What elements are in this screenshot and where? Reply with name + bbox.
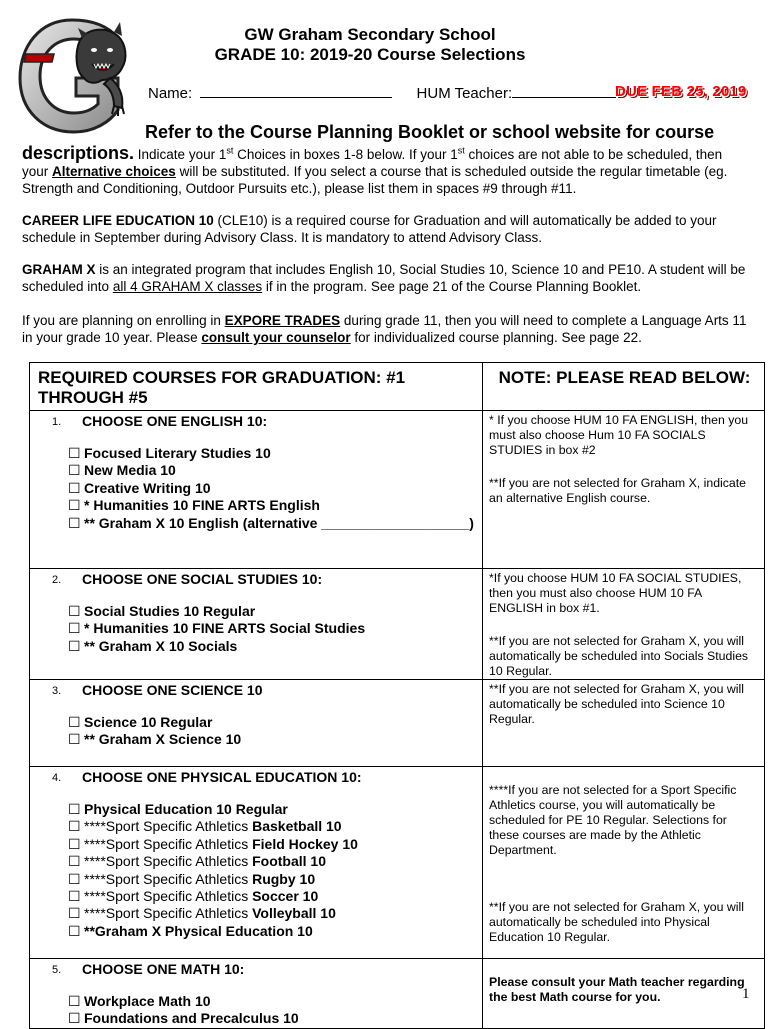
note-cell xyxy=(483,767,765,959)
checkbox-icon[interactable]: ☐ xyxy=(68,1010,81,1027)
course-options-cell xyxy=(30,767,483,959)
refer-heading: Refer to the Course Planning Booklet or school website for course xyxy=(145,122,715,142)
due-date: DUE FEB 25, 2019 xyxy=(615,83,747,100)
note-text: ****If you are not selected for a Sport Specific Athletics course, you will automatically be scheduled for PE 10 Regular. Selections for these courses are made by the Athletic Department. xyxy=(489,783,737,857)
note-text: **If you are not selected for Graham X, you will automatically be scheduled into Science 10 Regular. xyxy=(489,682,744,726)
section-number: 4. xyxy=(52,772,62,784)
course-option-list xyxy=(68,801,482,940)
course-option xyxy=(68,1010,482,1027)
course-section-row xyxy=(30,767,765,959)
course-option xyxy=(68,923,482,940)
table-header-row xyxy=(30,363,765,411)
name-row xyxy=(148,83,616,102)
course-option-label: Foundations and Precalculus 10 xyxy=(84,1010,299,1027)
checkbox-icon[interactable]: ☐ xyxy=(68,993,81,1009)
checkbox-icon[interactable]: ☐ xyxy=(68,835,81,852)
note-text: **If you are not selected for Graham X, indicate an alternative English course. xyxy=(489,476,747,505)
course-option xyxy=(68,731,482,748)
course-option-prefix: ****Sport Specific Athletics xyxy=(84,905,253,922)
checkbox-icon[interactable]: ☐ xyxy=(68,801,81,817)
checkbox-icon[interactable]: ☐ xyxy=(68,637,81,654)
section-number: 3. xyxy=(52,685,62,697)
alternative-choices-text: Alternative choices xyxy=(52,164,176,179)
course-option-label: New Media 10 xyxy=(84,462,176,479)
course-option-label: Soccer 10 xyxy=(252,888,319,905)
course-section-row xyxy=(30,569,765,680)
checkbox-icon[interactable]: ☐ xyxy=(68,922,81,939)
course-option-label: Basketball 10 xyxy=(252,818,342,835)
course-option xyxy=(68,462,482,479)
checkbox-icon[interactable]: ☐ xyxy=(68,620,81,637)
checkbox-icon[interactable]: ☐ xyxy=(68,479,81,496)
course-options-cell xyxy=(30,569,483,680)
course-option xyxy=(68,905,482,922)
checkbox-icon[interactable]: ☐ xyxy=(68,603,81,619)
course-option-label: Focused Literary Studies 10 xyxy=(84,445,271,461)
note-cell xyxy=(483,959,765,1029)
course-option-label: * Humanities 10 FINE ARTS Social Studies xyxy=(84,620,366,637)
course-option xyxy=(68,836,482,853)
page-number: 1 xyxy=(742,986,750,1002)
course-option-label: Rugby 10 xyxy=(252,870,316,887)
course-option xyxy=(68,888,482,905)
course-option-label: ** Graham X 10 Socials xyxy=(84,637,238,654)
checkbox-icon[interactable]: ☐ xyxy=(68,445,81,461)
course-options-cell xyxy=(30,680,483,767)
course-option xyxy=(68,638,482,655)
course-option-label: Volleyball 10 xyxy=(252,905,336,922)
note-header: NOTE: PLEASE READ BELOW: xyxy=(483,363,765,411)
course-option-prefix: ****Sport Specific Athletics xyxy=(84,818,253,835)
checkbox-icon[interactable]: ☐ xyxy=(68,905,81,922)
section-title: CHOOSE ONE SOCIAL STUDIES 10: xyxy=(82,571,323,587)
course-section-row xyxy=(30,680,765,767)
note-text: **If you are not selected for Graham X, you will automatically be scheduled into Socials Studies 10 Regular. xyxy=(489,634,749,678)
course-option-prefix: ****Sport Specific Athletics xyxy=(84,870,253,887)
course-option-label: **Graham X Physical Education 10 xyxy=(84,922,313,939)
descriptions-word: descriptions. xyxy=(22,143,135,163)
note-cell xyxy=(483,569,765,680)
note-cell xyxy=(483,411,765,569)
name-field[interactable] xyxy=(200,83,392,98)
course-option xyxy=(68,714,482,731)
section-title: CHOOSE ONE SCIENCE 10 xyxy=(82,682,263,698)
course-option-list xyxy=(68,993,482,1028)
checkbox-icon[interactable]: ☐ xyxy=(68,514,81,531)
course-option xyxy=(68,515,482,532)
course-option-prefix: ****Sport Specific Athletics xyxy=(84,835,253,852)
course-options-cell xyxy=(30,959,483,1029)
checkbox-icon[interactable]: ☐ xyxy=(68,714,81,730)
checkbox-icon[interactable]: ☐ xyxy=(68,731,81,748)
intro-paragraph-cle: CAREER LIFE EDUCATION 10 (CLE10) is a required course for Graduation and will automatically be added to your schedule in September during Advisory Class. It is mandatory to attend Advisory Class. xyxy=(22,213,717,245)
course-option xyxy=(68,818,482,835)
course-section-row xyxy=(30,411,765,569)
course-option xyxy=(68,603,482,620)
section-title: CHOOSE ONE ENGLISH 10: xyxy=(82,413,268,429)
note-text: **If you are not selected for Graham X, you will automatically be scheduled into Physical Education 10 Regular. xyxy=(489,900,744,944)
course-option xyxy=(68,620,482,637)
course-option-label: Workplace Math 10 xyxy=(84,993,211,1009)
course-option xyxy=(68,871,482,888)
section-title: CHOOSE ONE PHYSICAL EDUCATION 10: xyxy=(82,769,362,785)
section-title: CHOOSE ONE MATH 10: xyxy=(82,961,245,977)
school-name: GW Graham Secondary School xyxy=(244,25,496,44)
section-number: 1. xyxy=(52,416,62,428)
course-option-label: Field Hockey 10 xyxy=(252,835,358,852)
course-option-label: ** Graham X Science 10 xyxy=(84,731,242,748)
checkbox-icon[interactable]: ☐ xyxy=(68,888,81,905)
intro-paragraph-choices: descriptions. Indicate your 1st Choices in boxes 1-8 below. If your 1st choices are not able to be scheduled, then your Alternative choices will be substituted. If you select a course that is scheduled outside the regular timetable (eg. Strength and Conditioning, Outdoor Pursuits etc.), please list them in spaces #9 through #11. xyxy=(22,143,728,196)
course-section-row xyxy=(30,959,765,1029)
note-text: * If you choose HUM 10 FA ENGLISH, then you must also choose Hum 10 FA SOCIALS STUDIES in box #2 xyxy=(489,413,749,457)
course-selection-table xyxy=(29,362,765,1029)
section-number: 5. xyxy=(52,964,62,976)
course-option-list xyxy=(68,714,482,749)
course-option-label: Social Studies 10 Regular xyxy=(84,603,256,619)
checkbox-icon[interactable]: ☐ xyxy=(68,497,81,514)
course-option-label: * Humanities 10 FINE ARTS English xyxy=(84,497,320,514)
page-title: GRADE 10: 2019-20 Course Selections xyxy=(214,45,526,64)
course-option-list xyxy=(68,445,482,532)
course-option-label: ** Graham X 10 English (alternative ___________________) xyxy=(84,514,474,531)
checkbox-icon[interactable]: ☐ xyxy=(68,870,81,887)
course-option xyxy=(68,853,482,870)
hum-teacher-field[interactable] xyxy=(512,83,616,98)
checkbox-icon[interactable]: ☐ xyxy=(68,462,81,479)
hum-teacher-label: HUM Teacher: xyxy=(416,85,513,102)
course-option xyxy=(68,801,482,818)
intro-paragraph-trades: If you are planning on enrolling in EXPORE TRADES during grade 11, then you will need to complete a Language Arts 11 in your grade 10 year. Please consult your counselor for individualized course planning. See page 22. xyxy=(22,313,747,345)
note-cell xyxy=(483,680,765,767)
intro-paragraph-graham-x: GRAHAM X is an integrated program that includes English 10, Social Studies 10, Science 10 and PE10. A student will be scheduled into all 4 GRAHAM X classes if in the program. See page 21 of the Course Planning Booklet. xyxy=(22,262,746,294)
checkbox-icon[interactable]: ☐ xyxy=(68,818,81,835)
note-text: Please consult your Math teacher regarding the best Math course for you. xyxy=(489,975,745,1004)
course-option-list xyxy=(68,603,482,655)
course-option-label: Football 10 xyxy=(252,853,326,870)
course-option-prefix: ****Sport Specific Athletics xyxy=(84,853,253,870)
course-option-label: Physical Education 10 Regular xyxy=(84,801,288,817)
course-options-cell xyxy=(30,411,483,569)
course-option xyxy=(68,480,482,497)
course-option xyxy=(68,993,482,1010)
course-option xyxy=(68,445,482,462)
required-courses-header: REQUIRED COURSES FOR GRADUATION: #1 THROUGH #5 xyxy=(30,363,483,411)
course-option-label: Creative Writing 10 xyxy=(84,479,211,496)
note-text: *If you choose HUM 10 FA SOCIAL STUDIES, then you must also choose HUM 10 FA ENGLISH in box #1. xyxy=(489,571,742,615)
name-label: Name: xyxy=(148,85,193,102)
course-option-label: Science 10 Regular xyxy=(84,714,213,730)
course-option-prefix: ****Sport Specific Athletics xyxy=(84,888,253,905)
section-number: 2. xyxy=(52,574,62,586)
checkbox-icon[interactable]: ☐ xyxy=(68,853,81,870)
course-option xyxy=(68,497,482,514)
